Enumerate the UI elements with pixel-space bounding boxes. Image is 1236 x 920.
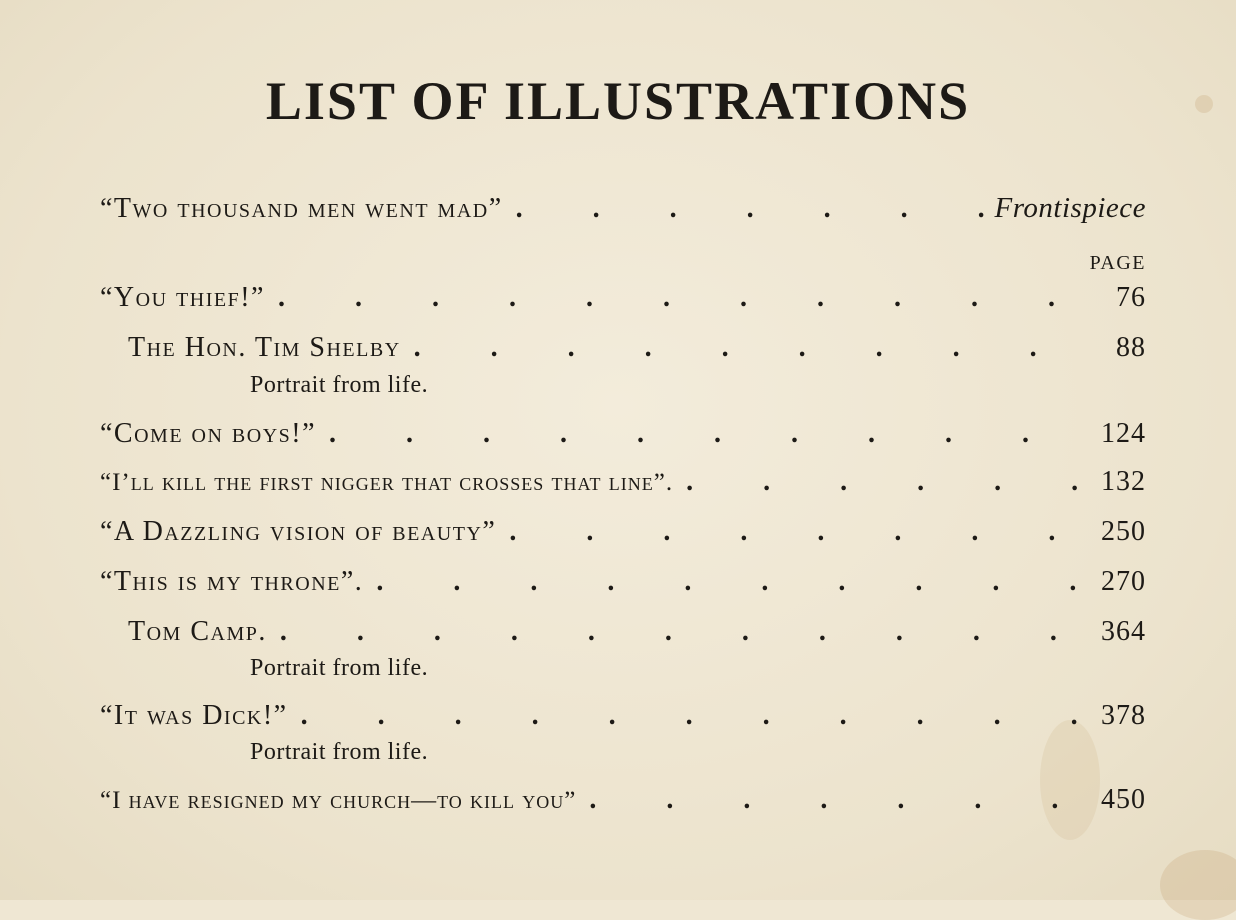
page-title: LIST OF ILLUSTRATIONS xyxy=(265,71,971,131)
entry-page: 270 xyxy=(1101,566,1146,597)
entry-caption: Portrait from life. xyxy=(250,372,429,398)
entry-caption: Portrait from life. xyxy=(250,655,429,681)
entry-caption: Portrait from life. xyxy=(250,739,429,765)
illustration-entry xyxy=(100,192,1146,232)
dot-leader xyxy=(322,418,1080,450)
entry-label: “This is my throne”. xyxy=(100,566,364,597)
dot-leader xyxy=(509,193,989,225)
entry-label: “I’ll kill the first nigger that crosses that line”. xyxy=(100,469,674,496)
illustration-entry xyxy=(100,282,1146,322)
entry-page: 132 xyxy=(1101,466,1146,497)
dot-leader xyxy=(294,700,1080,732)
entry-page: 364 xyxy=(1101,616,1146,647)
entry-label: “You thief!” xyxy=(100,282,265,313)
dot-leader xyxy=(502,516,1080,548)
dot-leader xyxy=(679,466,1080,498)
entry-page: 450 xyxy=(1101,784,1146,815)
entry-page: 124 xyxy=(1101,418,1146,449)
illustration-entry xyxy=(100,466,1146,506)
paper-stain xyxy=(1160,850,1236,920)
entry-page: 250 xyxy=(1101,516,1146,547)
entry-label: “It was Dick!” xyxy=(100,700,288,731)
entry-page: 88 xyxy=(1116,332,1146,363)
entry-page: 76 xyxy=(1116,282,1146,313)
dot-leader xyxy=(271,282,1080,314)
entry-label: “I have resigned my church—to kill you” xyxy=(100,787,577,814)
illustration-entry xyxy=(128,616,1146,656)
dot-leader xyxy=(407,332,1080,364)
entry-label: “A Dazzling vision of beauty” xyxy=(100,516,497,547)
illustration-entry xyxy=(100,516,1146,556)
illustration-entry xyxy=(128,332,1146,372)
entry-label: Tom Camp. xyxy=(128,616,267,647)
entry-label: “Come on boys!” xyxy=(100,418,317,449)
dot-leader xyxy=(273,616,1080,648)
dot-leader xyxy=(369,566,1080,598)
illustration-entry xyxy=(100,418,1146,458)
entry-label: “Two thousand men went mad” xyxy=(100,193,503,224)
dot-leader xyxy=(582,784,1080,816)
illustration-entry xyxy=(100,566,1146,606)
entry-label: The Hon. Tim Shelby xyxy=(128,332,401,363)
page-column-header: PAGE xyxy=(1089,252,1146,274)
illustration-entry xyxy=(100,784,1146,824)
entry-page: Frontispiece xyxy=(994,192,1146,224)
illustration-entry xyxy=(100,700,1146,740)
entry-page: 378 xyxy=(1101,700,1146,731)
